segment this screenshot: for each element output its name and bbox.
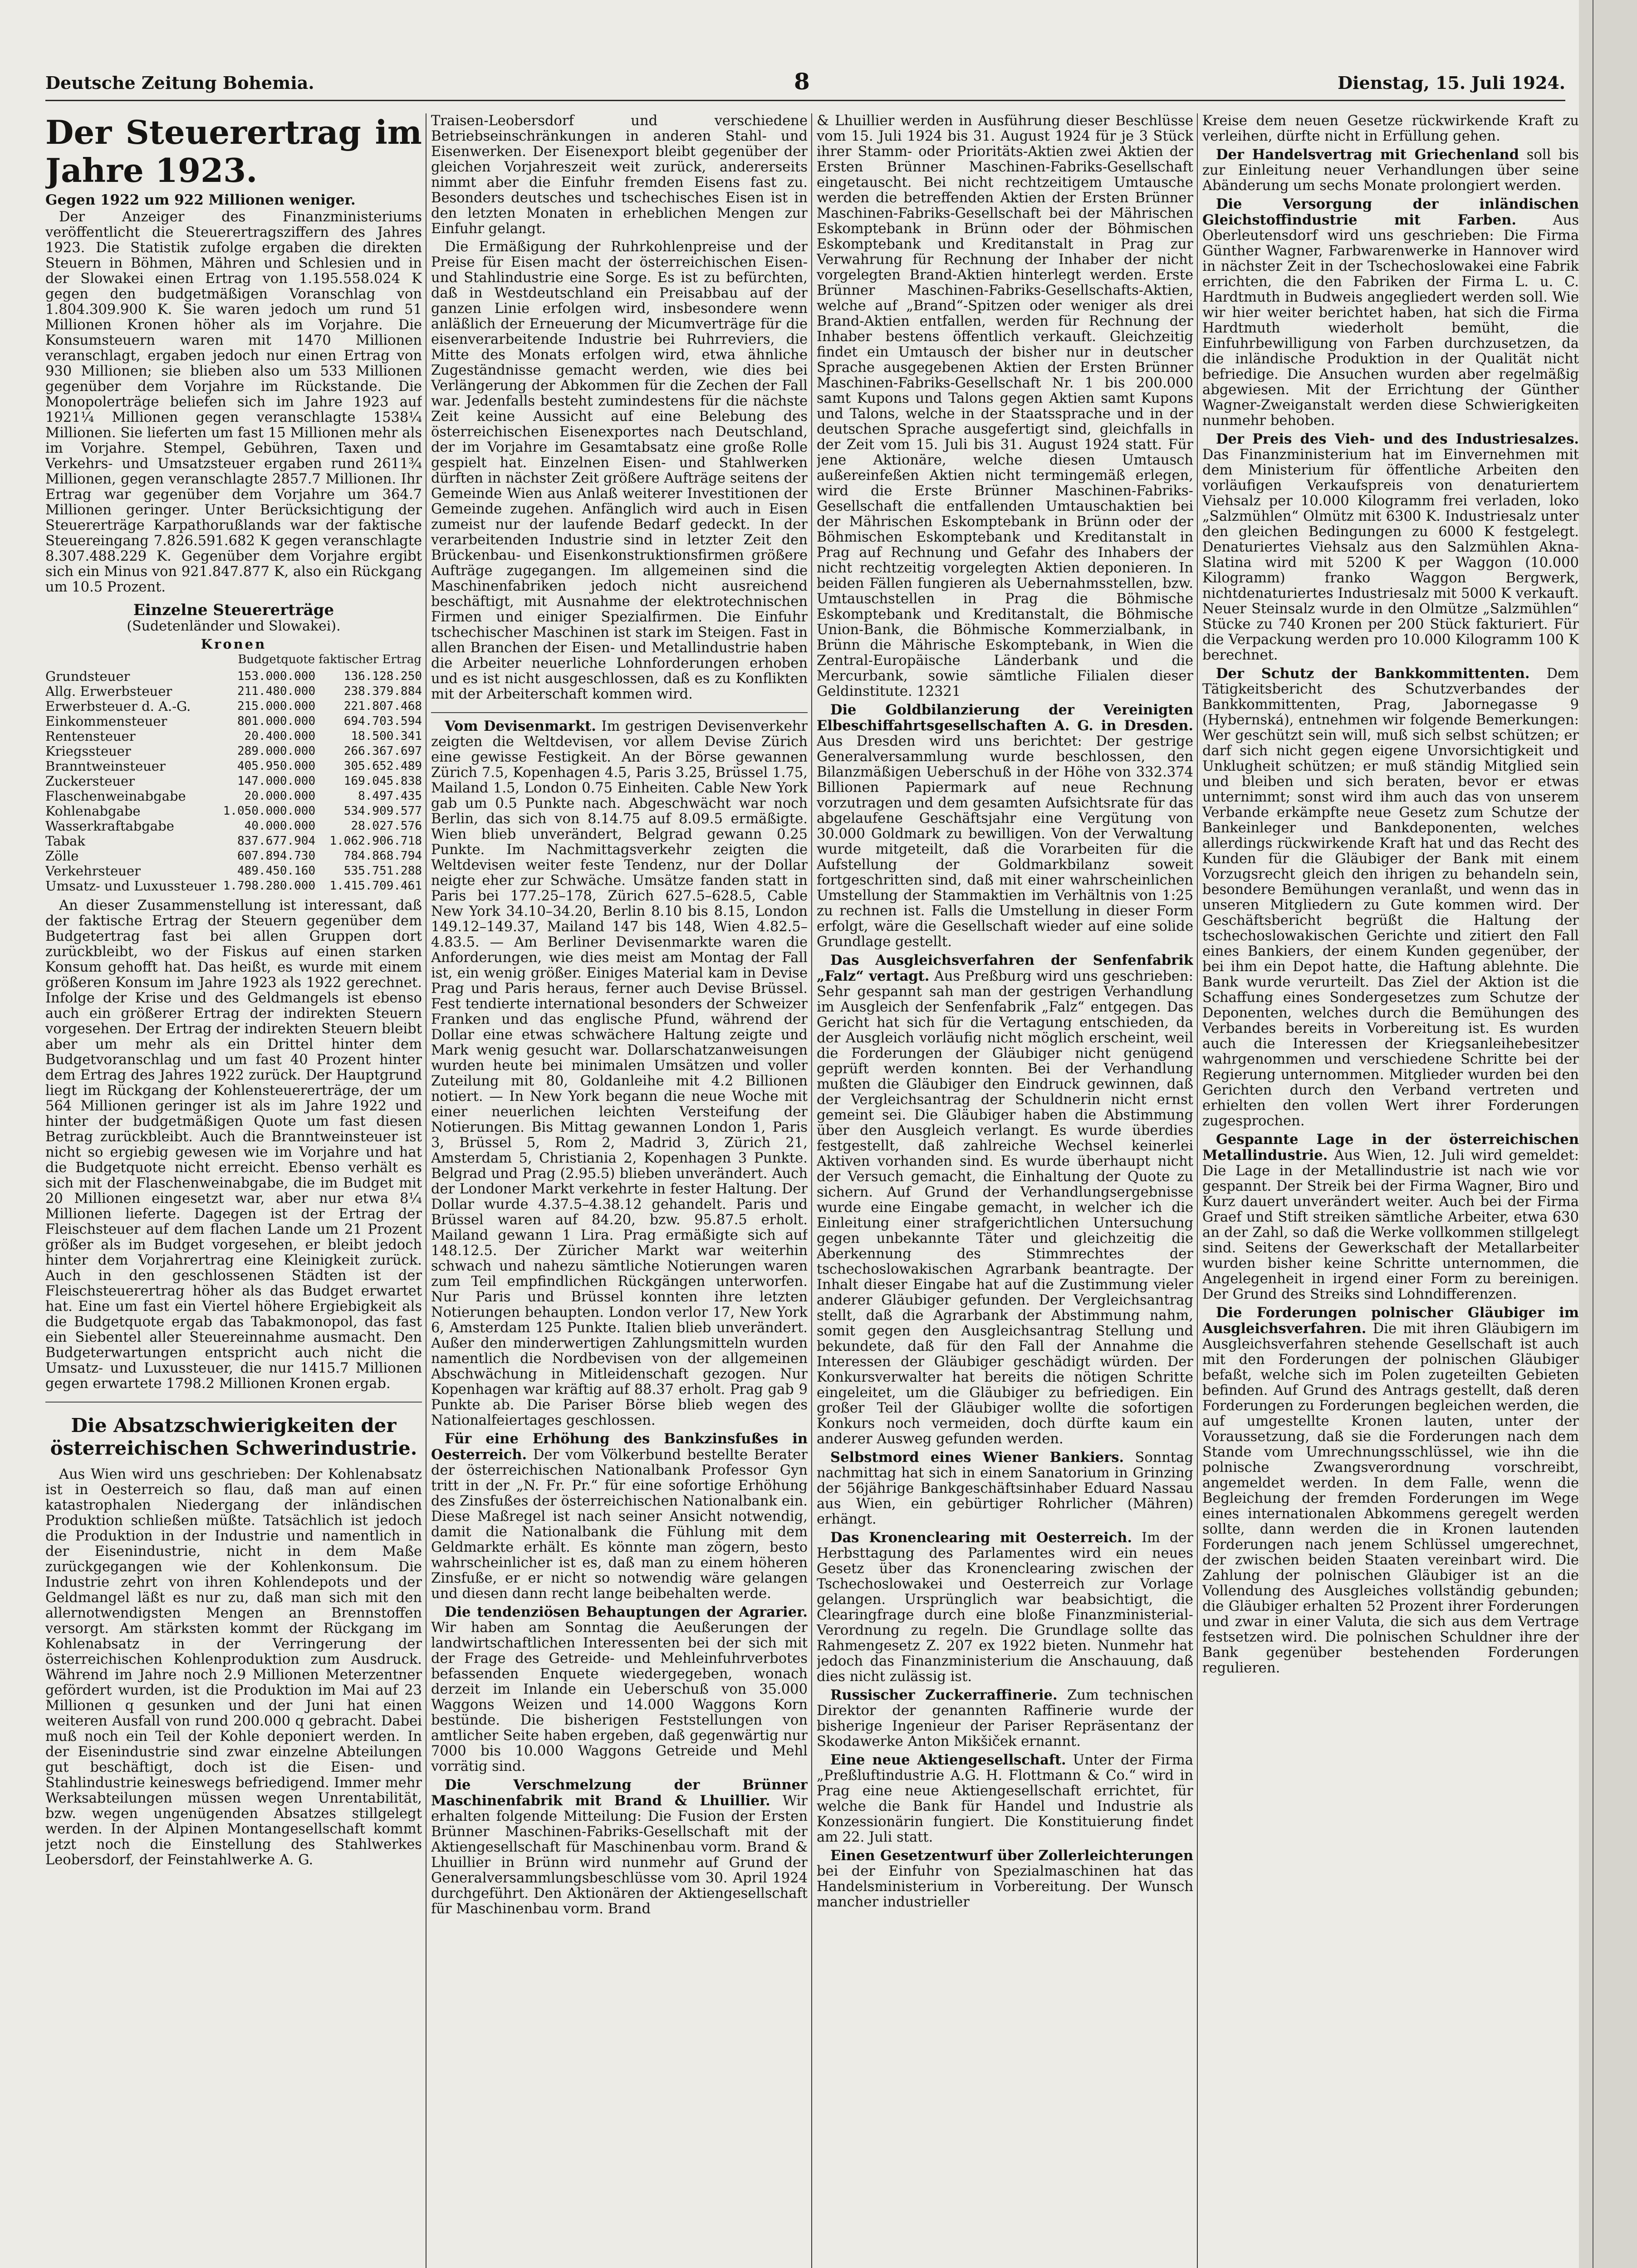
section-heading: Russischer Zuckerraffinerie.: [830, 1687, 1058, 1703]
budget-cell: 489.450.160: [237, 864, 316, 878]
tax-name-cell: Erwerbsteuer d. A.-G.: [45, 699, 191, 714]
section-text: Die mit ihren Gläubigern im Ausgleichsverfahren stehende Gesellschaft ist auch mit den Forderungen der polnischen Gläubiger befaßt, welche sich im Polen zugeteilten Gebieten befinden. Auf Grund des Antrags gestellt, daß deren Forderungen zu Forderungen begleichen werden, die auf umgestellte Kronen lauten, unter der Voraussetzung, daß sie die Forderungen nach dem Stande vom Umrechnungsschlüssel, wie ihn die polnische Zwangsverordnung vorschreibt, angemeldet werden. In dem Falle, wenn die Begleichung der fremden Forderungen im Wege eines internationalen Abkommens geregelt werden sollte, dann werden die in Kronen lautenden Forderungen nach jenem Schlüssel umgerechnet, der zwischen beiden Staaten vereinbart wird. Die Zahlung der polnischen Gläubiger ist an die Vollendung des Ausgleiches vollständig gebunden; die Gläubiger erhalten 52 Prozent ihrer Forderungen und zwar in einer Valuta, die sich aus dem Vertrage festsetzen wird. Die polnischen Schuldner ihre der Bank gegenüber bestehenden Forderungen regulieren.: [1202, 1321, 1579, 1676]
table-row: [45, 834, 422, 849]
section-heading: Gespannte Lage in der österreichischen Metallindustrie.: [1202, 1131, 1579, 1163]
table-row: [45, 684, 422, 699]
budget-cell: 211.480.000: [237, 684, 316, 698]
table-row: [45, 774, 422, 789]
article-paragraph: [1202, 196, 1579, 429]
tax-name-cell: Umsatz- und Luxussteuer: [45, 878, 216, 894]
section-text: Im der Herbsttagung des Parlamentes wird ein neues Gesetz über das Kronenclearing zwischen der Tschechoslowakei und Oesterreich zur Vorlage gelangen. Ursprünglich war beabsichtigt, die Clearingfrage durch eine bloße Finanzministerial-Verordnung zu regeln. Die Grundlage sollte das Rahmengesetz Z. 207 ex 1922 bieten. Nunmehr hat jedoch das Finanzministerium die Anschauung, daß dies nicht zulässig ist.: [817, 1530, 1193, 1685]
article-paragraph: [1202, 1132, 1579, 1302]
article-paragraph: [1202, 431, 1579, 663]
budget-cell: 153.000.000: [237, 670, 316, 683]
section-heading: Die Goldbilanzierung der Vereinigten Elbeschiffahrtsgesellschaften A. G. in Dresden.: [817, 702, 1193, 734]
section-text: Im gestrigen Devisenverkehr zeigten die Weltdevisen, vor allem Devise Zürich eine gewisse Festigkeit. An der Börse gewannen Zürich 7.5, Kopenhagen 4.5, Paris 3.25, Brüssel 1.75, Mailand 1.5, London 0.75 Einheiten. Cable New York gab um 0.5 Punkte nach. Abgeschwächt war noch Berlin, das sich von 8.14.75 auf 8.09.5 ermäßigte. Wien blieb unverändert, Belgrad gewann 0.25 Punkte. Im Nachmittagsverkehr zeigten die Weltdevisen weiter feste Tendenz, nur der Dollar neigte eher zur Schwäche. Umsätze fanden statt in Paris bei 177.25–178, Zürich 627.5–628.5, Cable New York 34.10–34.20, Berlin 8.10 bis 8.15, London 149.12–149.37, Mailand 147 bis 148, Wien 4.82.5–4.83.5. — Am Berliner Devisenmarkte waren die Anforderungen, wie dies meist am Montag der Fall ist, ein wenig größer. Einiges Material kam in Devise Prag und Paris heraus, ferner auch Devise Brüssel. Fest tendierte international besonders der Schweizer Franken und das englische Pfund, während der Dollar eine etwas schwächere Haltung zeigte und Mark wenig gesucht war. Dollarschatzanweisungen wurden heute bei minimalen Umsätzen und voller Zuteilung mit 80, Goldanleihe mit 4.2 Billionen notiert. — In New York begann die neue Woche mit einer neuerlichen leichten Versteifung der Notierungen. Bis Mittag gewannen London 1, Paris 3, Brüssel 5, Rom 2, Madrid 3, Zürich 21, Amsterdam 5, Christiania 2, Kopenhagen 3 Punkte. Belgrad und Prag (2.95.5) blieben unverändert. Auch der Londoner Markt verkehrte in fester Haltung. Der Dollar wurde 4.37.5–4.38.12 gehandelt. Paris und Brüssel waren auf 84.20, bzw. 95.87.5 erholt. Mailand gewann 1 Lira. Prag ermäßigte sich auf 148.12.5. Der Züricher Markt war weiterhin schwach und nahezu sämtliche Notierungen waren zum Teil empfindlichen Rückgängen unterworfen. Nur Paris und Brüssel konnten ihre letzten Notierungen behaupten. London verlor 17, New York 6, Amsterdam 125 Punkte. Italien blieb unverändert. Außer den minderwertigen Zahlungsmitteln wurden namentlich die Nordbevisen von der allgemeinen Abschwächung in Mitleidenschaft gezogen. Nur Kopenhagen war kräftig auf 88.37 erholt. Prag gab 9 Punkte ab. Die Pariser Börse blieb wegen des Nationalfeiertages geschlossen.: [431, 719, 808, 1428]
article-paragraph: & Lhuillier werden in Ausführung dieser Beschlüsse vom 15. Juli 1924 bis 31. August 1924 für je 3 Stück ihrer Stamm- oder Prioritäts-Aktien zwei Aktien der Ersten Brünner Maschinen-Fabriks-Gesellschaft eingetauscht. Bei nicht rechtzeitigem Umtausche werden die betreffenden Aktien der Ersten Brünner Maschinen-Fabriks-Gesellschaft bei der Mährischen Eskomptebank in Brünn oder der Böhmischen Eskomptebank und Kreditanstalt in Prag zur Verwahrung für Rechnung der Inhaber der nicht vorgelegten Brand-Aktien hinterlegt werden. Erste Brünner Maschinen-Fabriks-Gesellschafts-Aktien, welche auf „Brand“-Spitzen oder weniger als drei Brand-Aktien entfallen, werden für Rechnung der Inhaber bestens öffentlich verkauft. Gleichzeitig findet ein Umtausch der bisher nur in deutscher Sprache ausgegebenen Aktien der Ersten Brünner Maschinen-Fabriks-Gesellschaft Nr. 1 bis 200.000 samt Kupons und Talons gegen Aktien samt Kupons und Talons, welche in der Staatssprache und in der deutschen Sprache ausgefertigt sind, gleichfalls in der Zeit vom 15. Juli bis 31. August 1924 statt. Für jene Aktionäre, welche diesen Umtausch außereinfeßen Aktien nicht termingemäß erlegen, wird die Erste Brünner Maschinen-Fabriks-Gesellschaft die entfallenden Umtauschaktien bei der Mährischen Eskomptebank in Brünn oder der Böhmischen Eskomptebank und Kreditanstalt in Prag auf Rechnung und Gefahr des Inhabers der nicht rechtzeitig vorgelegten Aktien deponieren. In beiden Fällen fungieren als Uebernahmsstellen, bzw. Umtauschstellen in Prag die Böhmische Eskomptebank und Kreditanstalt, die Böhmische Union-Bank, die Böhmische Kommerzialbank, in Brünn die Mährische Eskomptebank, in Wien die Zentral-Europäische Länderbank und die Mercurbank, sowie sämtliche Filialen dieser Geldinstitute. 12321: [817, 113, 1193, 699]
article-paragraph: [431, 1431, 808, 1602]
table-row: [45, 819, 422, 834]
column-rule: [811, 113, 812, 2268]
column-3: [817, 113, 1193, 2268]
table-unit: Kronen: [201, 636, 267, 652]
section-text: Dem Tätigkeitsbericht des Schutzverbandes der Bankkommittenten, Prag, Jabornegasse 9 (Hybernská), entnehmen wir folgende Bemerkungen: Wer geschützt sein will, muß sich selbst schützen; er darf sich nicht gegen eigene Unvorsichtigkeit und Unklugheit schützen; er muß ständig Mitglied sein und bleiben und sich beraten, bevor er etwas unternimmt; sonst wird ihm auch das von unserem Verbande erkämpfte neue Gesetz zum Schutze der Bankeinleger und Bankdeponenten, welches allerdings rückwirkende Kraft hat und das Recht des Kunden für die Gläubiger der Bank mit einem Vorzugsrecht gleich den ihrigen zu behandeln sein, besondere Bemühungen veranlaßt, und wenn das in unseren Mitgliedern zu Gute kommen wird. Der Geschäftsbericht begrüßt die Haltung der tschechoslowakischen Gerichte und zitiert den Fall eines Bankiers, der einem Kunden gegenüber, der bei ihm ein Depot hatte, die Haftung ablehnte. Die Bank wurde verurteilt. Das Ziel der Aktion ist die Schaffung eines Sondergesetzes zum Schutze der Deponenten, welches durch die Bemühungen des Verbandes bereits in Vorbereitung ist. Es wurden auch die Interessen der Kriegsanleihebesitzer wahrgenommen und verschiedene Schritte bei der Regierung unternommen. Mitglieder wurden bei den Gerichten durch den Verband vertreten und erhielten den vollen Wert ihrer Forderungen zugesprochen.: [1202, 666, 1579, 1129]
actual-cell: 136.128.250: [343, 670, 422, 683]
section-text: Aus Wien, 12. Juli wird gemeldet: Die Lage in der Metallindustrie ist nach wie vor gespannt. Der Streik bei der Firma Wagner, Biro und Kurz dauert unverändert weiter. Auch bei der Firma Graef und Stift streiken sämtliche Arbeiter, etwa 630 an der Zahl, so daß die Werke vollkommen stillgelegt sind. Seitens der Gewerkschaft der Metallarbeiter wurden bisher keine Schritte unternommen, die Angelegenheit in irgend einer Form zu bereinigen. Der Grund des Streiks sind Lohndifferenzen.: [1202, 1148, 1579, 1302]
tax-name-cell: Rentensteuer: [45, 728, 136, 744]
article-paragraph: [817, 953, 1193, 1447]
adjacent-page-edge: [1579, 0, 1637, 2268]
actual-cell: 28.027.576: [351, 819, 422, 833]
table-row: [45, 879, 422, 894]
section-heading: Eine neue Aktiengesellschaft.: [830, 1752, 1066, 1768]
table-header: faktischer Ertrag: [319, 653, 422, 666]
article-paragraph: [817, 1752, 1193, 1845]
section-heading: Die Verschmelzung der Brünner Maschinenfabrik mit Brand & Lhuillier.: [431, 1777, 808, 1809]
article-paragraph: [817, 1450, 1193, 1527]
actual-cell: 238.379.884: [343, 684, 422, 698]
section-text: Aus Preßburg wird uns geschrieben: Sehr gespannt sah man der gestrigen Verhandlung im Ausgleich der Senfenfabrik „Falz“ entgegen. Das Gericht hat sich für die Vertagung entschieden, da der Ausgleich vorläufig nicht möglich erscheint, weil die Forderungen der Gläubiger nicht genügend geprüft werden konnten. Bei der Verhandlung mußten die Gläubiger den Eindruck gewinnen, daß der Vergleichsantrag der Schuldnerin nicht ernst gemeint sei. Die Gläubiger haben die Abstimmung über den Ausgleich verlangt. Es wurde überdies festgestellt, daß zahlreiche Wechsel keinerlei Aktiven vorhanden sind. Es wurde überhaupt nicht der Versuch gemacht, die Einhaltung der Quote zu sichern. Auf Grund der Verhandlungsergebnisse wurde eine Eingabe gemacht, in welcher ich die Einleitung einer strafgerichtlichen Untersuchung gegen unbekannte Täter und gleichzeitig die Aberkennung des Stimmrechtes der tschechoslowakischen Agrarbank beantragte. Der Inhalt dieser Eingabe hat auf die Zustimmung vieler anderer Gläubiger gefunden. Der Vergleichsantrag stellt, daß die Agrarbank der Abstimmung nahm, somit gegen den Ausgleichsantrag Stellung und bekundete, daß für den Fall der Annahme die Interessen der Gläubiger geschädigt würden. Der Konkursverwalter hat bereits die nötigen Schritte eingeleitet, um die Gläubiger zu befriedigen. Ein großer Teil der Gläubiger wollte die sofortigen Konkurs noch vermeiden, doch dürfte kaum ein anderer Ausweg gefunden werden.: [817, 968, 1193, 1447]
article-paragraph: [1202, 1305, 1579, 1676]
article-paragraph: An dieser Zusammenstellung ist interessant, daß der faktische Ertrag der Steuern gegenüber dem Budgetertrag fast bei allen Gruppen dort zurückbleibt, wo der Fiskus auf einen starken Konsum gehofft hat. Das heißt, es wurde mit einem größeren Konsum im Jahre 1923 als 1922 gerechnet. Infolge der Krise und des Geldmangels ist ebenso auch ein größerer Ertrag der indirekten Steuern vorgesehen. Der Ertrag der indirekten Steuern bleibt aber um mehr als ein Drittel hinter dem Budgetvoranschlag und um fast 40 Prozent hinter dem Ertrag des Jahres 1922 zurück. Der Hauptgrund liegt im Rückgang der Kohlensteuererträge, der um 564 Millionen geringer ist als im Jahre 1922 und hinter der budgetmäßigen Quote um fast diesen Betrag zurückbleibt. Auch die Branntweinsteuer ist nicht so ergiebig gewesen wie im Vorjahre und hat die Budgetquote nicht erreicht. Ebenso verhält es sich mit der Flaschenweinabgabe, die im Budget mit 20 Millionen eingesetzt war, aber nur etwa 8¼ Millionen lieferte. Dagegen ist der Ertrag der Fleischsteuer auf dem flachen Lande um 21 Prozent größer als im Budget vorgesehen, er bleibt jedoch hinter dem Vorjahrertrag eine Kleinigkeit zurück. Auch in den geschlossenen Städten ist der Fleischsteuerertrag höher als das Budget erwartet hat. Eine um fast ein Viertel höhere Ergiebigkeit als die Budgetquote ergab das Tabakmonopol, das fast ein Siebentel aller Steuereinnahme ausmacht. Den Budgeterwartungen entspricht auch nicht die Umsatz- und Luxussteuer, die nur 1415.7 Millionen gegen erwartete 1798.2 Millionen Kronen ergab.: [45, 898, 422, 1392]
budget-cell: 607.894.730: [237, 849, 316, 863]
table-row: [45, 849, 422, 864]
article-paragraph: Die Ermäßigung der Ruhrkohlenpreise und der Preise für Eisen macht der österreichischen Eisen- und Stahlindustrie eine Sorge. Es ist zu befürchten, daß in Westdeutschland ein Preisabbau auf der ganzen Linie erfolgen wird, insbesondere wenn anläßlich der Erneuerung der Micumverträge für die eisenverarbeitende Industrie bei Ruhrreviers, die Mitte des Monats erfolgen wird, etwa ähnliche Zugeständnisse gemacht werden, wie dies bei Verlängerung der Abkommen für die Zechen der Fall war. Jedenfalls besteht zumindestens für die nächste Zeit keine Aussicht auf eine Belebung des österreichischen Eisenexportes nach Deutschland, der im Vorjahre im Gesamtabsatz eine große Rolle gespielt hat. Einzelnen Eisen- und Stahlwerken dürften in nächster Zeit größere Aufträge seitens der Gemeinde Wien aus Anlaß weiterer Investitionen der Gemeinde zugehen. Anfänglich wird auch in Eisen zumeist nur der laufende Bedarf gedeckt. In der verarbeitenden Industrie sind in letzter Zeit den Brückenbau- und Eisenkonstruktionsfirmen größere Aufträge zugegangen. Im allgemeinen sind die Maschinenfabriken jedoch nicht ausreichend beschäftigt, mit Ausnahme der elektrotechnischen Firmen und einiger Spezialfirmen. Die Einfuhr tschechischer Maschinen ist stark im Steigen. Fast in allen Branchen der Eisen- und Metallindustrie haben die Arbeiter neuerliche Lohnforderungen erhoben und es ist nicht ausgeschlossen, daß es zu Konflikten mit der Arbeiterschaft kommen wird.: [431, 239, 808, 702]
section-heading: Vom Devisenmarkt.: [445, 718, 596, 734]
section-heading: Das Kronenclearing mit Oesterreich.: [830, 1530, 1132, 1546]
section-heading: Selbstmord eines Wiener Bankiers.: [830, 1449, 1124, 1466]
column-2: [431, 113, 808, 2268]
section-heading: Die Forderungen polnischer Gläubiger im Ausgleichsverfahren.: [1202, 1305, 1579, 1337]
budget-cell: 20.000.000: [244, 789, 316, 803]
article-paragraph: [431, 719, 808, 1428]
table-row: [45, 669, 422, 684]
budget-cell: 40.000.000: [244, 819, 316, 833]
page-number: 8: [794, 68, 810, 95]
section-heading: Der Preis des Vieh- und des Industriesalzes.: [1216, 431, 1579, 447]
budget-cell: 837.677.904: [237, 834, 316, 848]
tax-name-cell: Tabak: [45, 833, 85, 849]
tax-name-cell: Kohlenabgabe: [45, 803, 141, 819]
column-rule: [1197, 113, 1198, 2268]
section-text: Aus Oberleutensdorf wird uns geschrieben: Die Firma Günther Wagner, Farbwarenwerke in Hannover wird in nächster Zeit in der Tschechoslowakei eine Fabrik errichten, die den Fabriken der Firma L. u. C. Hardtmuth in Budweis angegliedert werden soll. Wie wir hier weiter berichtet haben, hat sich die Firma Hardtmuth wiederholt bemüht, die Einfuhrbewilligung von Farben durchzusetzen, da die inländische Produktion in der Qualität nicht befriedige. Die Ansuchen wurden aber regelmäßig abgewiesen. Mit der Errichtung der Günther Wagner-Zweiganstalt werden diese Schwierigkeiten nunmehr behoben.: [1202, 212, 1579, 429]
actual-cell: 169.045.838: [343, 774, 422, 788]
section-heading: Die tendenziösen Behauptungen der Agrarier.: [445, 1604, 808, 1620]
section-text: soll bis zur Einleitung neuer Verhandlungen über seine Abänderung um sechs Monate prolongiert werden.: [1202, 147, 1579, 194]
actual-cell: 694.703.594: [343, 714, 422, 728]
section-heading: Die Versorgung der inländischen Gleichstoffindustrie mit Farben.: [1202, 196, 1579, 228]
column-4: [1202, 113, 1579, 2268]
table-row: [45, 729, 422, 744]
article-paragraph: [1202, 666, 1579, 1129]
section-heading: Der Handelsvertrag mit Griechenland: [1216, 147, 1519, 163]
actual-cell: 534.909.577: [343, 804, 422, 818]
section-text: bei der Einfuhr von Spezialmaschinen hat das Handelsministerium in Vorbereitung. Der Wunsch mancher industrieller: [817, 1863, 1193, 1910]
section-text: Sonntag nachmittag hat sich in einem Sanatorium in Grinzing der 56jährige Bankgeschäftsinhaber Eduard Nassau aus Wien, ein gebürtiger Rohrlicher (Mähren) erhängt.: [817, 1450, 1193, 1527]
tax-name-cell: Zuckersteuer: [45, 773, 135, 789]
table-header: Budgetquote: [238, 653, 315, 666]
table-row: [45, 699, 422, 714]
article-paragraph: [817, 702, 1193, 950]
actual-cell: 18.500.341: [351, 729, 422, 743]
masthead: Deutsche Zeitung Bohemia.: [45, 73, 314, 93]
divider: [431, 712, 808, 713]
actual-cell: 1.415.709.461: [329, 879, 422, 893]
article-title: Der Steuerertrag im Jahre 1923.: [45, 113, 422, 190]
tax-name-cell: Branntweinsteuer: [45, 758, 166, 774]
article-paragraph: [431, 1604, 808, 1774]
article-paragraph: [817, 1848, 1193, 1910]
section-heading: Für eine Erhöhung des Bankzinsfußes in Oesterreich.: [431, 1431, 808, 1463]
article-title: Die Absatzschwierigkeiten der österreichischen Schwerindustrie.: [50, 1414, 417, 1459]
tax-table: [45, 637, 422, 894]
section-text: Wir erhalten folgende Mitteilung: Die Fusion der Ersten Brünner Maschinen-Fabriks-Gesellschaft mit der Aktiengesellschaft für Maschinenbau vorm. Brand & Lhuillier in Brünn wird nunmehr auf Grund der Generalversammlungsbeschlüsse vom 30. April 1924 durchgeführt. Den Aktionären der Aktiengesellschaft für Maschinenbau vorm. Brand: [431, 1793, 808, 1917]
actual-cell: 784.868.794: [343, 849, 422, 863]
article-paragraph: Kreise dem neuen Gesetze rückwirkende Kraft zu verleihen, dürfte nicht in Erfüllung gehen.: [1202, 113, 1579, 144]
tax-name-cell: Wasserkraftabgabe: [45, 818, 174, 834]
section-text: Wir haben am Sonntag die Aeußerungen der landwirtschaftlichen Interessenten bei der sich mit der Frage des Getreide- und Mehleinfuhrverbotes befassenden Enquete wiedergegeben, wonach derzeit im Inlande ein Ueberschuß von 35.000 Waggons Weizen und 14.000 Waggons Korn bestünde. Die bisherigen Feststellungen von amtlicher Seite haben ergeben, daß gegenwärtig nur 7000 bis 10.000 Waggons Getreide und Mehl vorrätig sind.: [431, 1620, 808, 1774]
budget-cell: 20.400.000: [244, 729, 316, 743]
section-text: Zum technischen Direktor der genannten Raffinerie wurde der bisherige Ingenieur der Pariser Repräsentanz der Skodawerke Anton Mikšiček ernannt.: [817, 1687, 1193, 1750]
budget-cell: 1.050.000.000: [223, 804, 316, 818]
tax-name-cell: Allg. Erwerbsteuer: [45, 684, 172, 699]
section-heading: Das Ausgleichsverfahren der Senfenfabrik „Falz“ vertagt.: [817, 952, 1193, 984]
tax-name-cell: Einkommensteuer: [45, 714, 167, 729]
budget-cell: 801.000.000: [237, 714, 316, 728]
table-row: [45, 714, 422, 729]
table-row: [45, 804, 422, 819]
table-subtitle: (Sudetenländer und Slowakei).: [127, 618, 341, 634]
section-heading: Der Schutz der Bankkommittenten.: [1216, 665, 1530, 682]
article-paragraph: [817, 1687, 1193, 1750]
tax-name-cell: Grundsteuer: [45, 669, 130, 684]
tax-name-cell: Flaschenweinabgabe: [45, 788, 186, 804]
budget-cell: 289.000.000: [237, 744, 316, 758]
article-paragraph: [1202, 147, 1579, 194]
article-paragraph: [431, 1777, 808, 1917]
actual-cell: 305.652.489: [343, 759, 422, 773]
tax-name-cell: Kriegssteuer: [45, 743, 131, 759]
article-lead: Gegen 1922 um 922 Millionen weniger.: [45, 192, 356, 208]
actual-cell: 535.751.288: [343, 864, 422, 878]
budget-cell: 405.950.000: [237, 759, 316, 773]
section-text: Der vom Völkerbund bestellte Berater der österreichischen Nationalbank Professor Gyn tritt in der „N. Fr. Pr.“ für eine sofortige Erhöhung des Zinsfußes der österreichischen Nationalbank ein. Diese Maßregel ist nach seiner Ansicht notwendig, damit die Nationalbank die Fühlung mit dem Geldmarkte erhält. Es könnte man zögern, besto wahrscheinlicher ist es, daß man zu einem höheren Zinsfuße, er er nicht so notwendig wäre gelangen und diesen dann recht lange beibehalten werde.: [431, 1447, 808, 1602]
page-header: [45, 68, 1565, 101]
section-text: Unter der Firma „Preßluftindustrie A.G. H. Flottmann & Co.“ wird in Prag eine neue Aktiengesellschaft errichtet, für welche die Bank für Handel und Industrie als Konzessionärin fungiert. Die Konstituierung findet am 22. Juli statt.: [817, 1752, 1193, 1845]
table-row: [45, 759, 422, 774]
budget-cell: 1.798.280.000: [223, 879, 316, 893]
actual-cell: 266.367.697: [343, 744, 422, 758]
budget-cell: 215.000.000: [237, 699, 316, 713]
table-row: [45, 789, 422, 804]
article-paragraph: Traisen-Leobersdorf und verschiedene Betriebseinschränkungen in anderen Stahl- und Eisenwerken. Der Eisenexport bleibt gegenüber der gleichen Vorjahreszeit weit zurück, andererseits nimmt aber die Einfuhr fremden Eisens fast zu. Besonders deutsches und tschechisches Eisen ist in den letzten Monaten in erheblichen Mengen zur Einfuhr gelangt.: [431, 113, 808, 237]
column-1: [45, 113, 422, 2268]
table-row: [45, 864, 422, 879]
article-paragraph: [817, 1530, 1193, 1685]
budget-cell: 147.000.000: [237, 774, 316, 788]
table-row: [45, 744, 422, 759]
tax-name-cell: Zölle: [45, 848, 79, 864]
section-text: Das Finanzministerium hat im Einvernehmen mit dem Ministerium für öffentliche Arbeiten den vorläufigen Verkaufspreis von denaturiertem Viehsalz per 10.000 Kilogramm frei verladen, loko „Salzmühlen“ Olmütz mit 6300 K. Industriesalz unter den gleichen Bedingungen zu 6000 K festgelegt. Denaturiertes Viehsalz aus den Salzmühlen Akna-Slatina wird mit 5200 K per Waggon (10.000 Kilogramm) franko Waggon Bergwerk, nichtdenaturiertes Industriesalz mit 5000 K verkauft. Neuer Steinsalz wurde in den Olmütze „Salzmühlen“ Stücke zu 740 Kronen per 200 Stück fakturiert. Für die Verpackung werden pro 10.000 Kilogramm 100 K berechnet.: [1202, 447, 1579, 663]
divider: [45, 1402, 422, 1403]
issue-date: Dienstag, 15. Juli 1924.: [1338, 73, 1565, 93]
section-heading: Einen Gesetzentwurf über Zollerleichterungen: [830, 1848, 1193, 1864]
table-title: Einzelne Steuererträge: [133, 601, 334, 619]
section-text: Aus Dresden wird uns berichtet: Der gestrige Generalversammlung wurde beschlossen, den Bilanzmäßigen Ueberschuß in der Höhe von 332.374 Billionen Papiermark auf neue Rechnung vorzutragen und dem gesamten Aufsichtsrate für das abgelaufene Geschäftsjahr eine Vergütung von 30.000 Goldmark zu bewilligen. Von der Verwaltung wurde mitgeteilt, daß die Vorarbeiten für die Aufstellung der Goldmarkbilanz soweit fortgeschritten sind, daß mit einer wahrscheinlichen Umstellung der Stammaktien im Verhältnis von 1:25 zu rechnen ist. Falls die Umstellung in dieser Form erfolgt, wäre die Gesellschaft wieder auf eine solide Grundlage gestellt.: [817, 733, 1193, 950]
article-paragraph: Der Anzeiger des Finanzministeriums veröffentlicht die Steuerertragsziffern des Jahres 1923. Die Statistik zufolge ergaben die direkten Steuern in Böhmen, Mähren und Schlesien und in der Slowakei einen Ertrag von 1.195.558.024 K gegen den budgetmäßigen Voranschlag von 1.804.309.900 K. Sie waren jedoch um rund 51 Millionen Kronen höher als im Vorjahre. Die Konsumsteuern waren mit 1470 Millionen veranschlagt, ergaben jedoch nur einen Ertrag von 930 Millionen; sie blieben also um 533 Millionen gegenüber dem Vorjahre im Rückstande. Die Monopolerträge beliefen sich im Jahre 1923 auf 1921¼ Millionen gegen veranschlagte 1538¼ Millionen. Sie lieferten um fast 15 Millionen mehr als im Vorjahre. Stempel, Gebühren, Taxen und Verkehrs- und Umsatzsteuer ergaben rund 2611¾ Millionen, gegen veranschlagte 2857.7 Millionen. Ihr Ertrag war gegenüber dem Vorjahre um 364.7 Millionen geringer. Unter Berücksichtigung der Steuererträge Karpathorußlands war der faktische Steuereingang 7.826.591.682 K gegen veranschlagte 8.307.488.229 K. Gegenüber dem Vorjahre ergibt sich ein Minus von 921.847.877 K, also ein Rückgang um 10.5 Prozent.: [45, 209, 422, 595]
table-header: [45, 652, 221, 669]
tax-name-cell: Verkehrsteuer: [45, 863, 141, 879]
actual-cell: 8.497.435: [358, 789, 422, 803]
article-paragraph: Aus Wien wird uns geschrieben: Der Kohlenabsatz ist in Oesterreich so flau, daß man auf einen katastrophalen Niedergang der inländischen Produktion schließen müßte. Tatsächlich ist jedoch die Produktion in der Industrie und namentlich in der Eisenindustrie, nicht in dem Maße zurückgegangen wie der Kohlenkonsum. Die Industrie zehrt von ihren Kohlendepots und der Geldmangel läßt es nur zu, daß man sich mit den allernotwendigsten Mengen an Brennstoffen versorgt. Am stärksten kommt der Rückgang im Kohlenabsatz in der Verringerung der österreichischen Kohlenproduktion zum Ausdruck. Während im Jahre noch 2.9 Millionen Meterzentner gefördert wurden, ist die Produktion im Mai auf 23 Millionen q gesunken und der Juni hat einen weiteren Ausfall von rund 200.000 q gebracht. Dabei muß noch ein Teil der Kohle deponiert werden. In der Eisenindustrie sind zwar einzelne Abteilungen gut beschäftigt, doch ist die Eisen- und Stahlindustrie keineswegs befriedigend. Immer mehr Werksabteilungen müssen wegen Unrentabilität, bzw. wegen ungenügenden Absatzes stillgelegt werden. In der Alpinen Montangesellschaft kommt jetzt noch die Einstellung des Stahlwerkes Leobersdorf, der Feinstahlwerke A. G.: [45, 1466, 422, 1868]
actual-cell: 1.062.906.718: [329, 834, 422, 848]
actual-cell: 221.807.468: [343, 699, 422, 713]
